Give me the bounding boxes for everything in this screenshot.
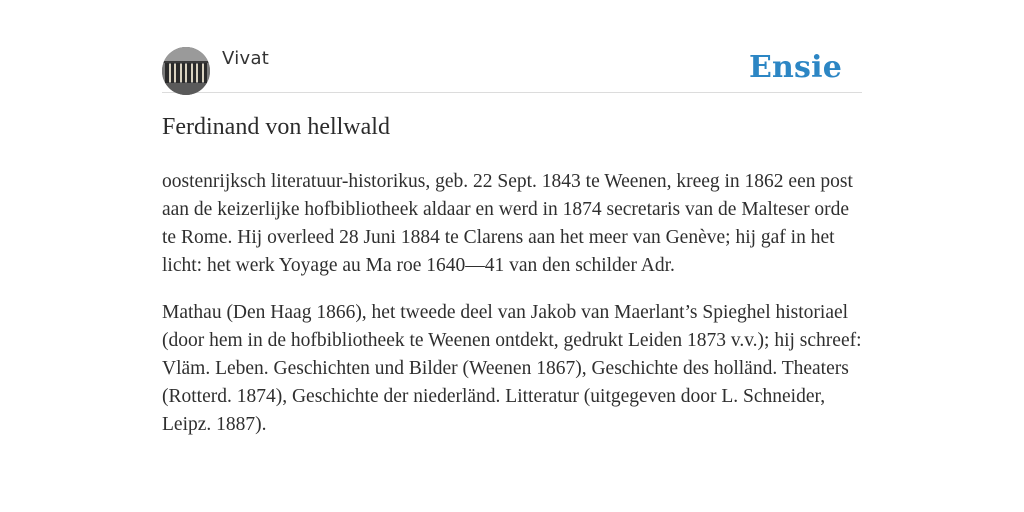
bookshelf-avatar-icon[interactable] (162, 47, 210, 95)
source-name[interactable]: Vivat (222, 48, 270, 69)
article-paragraph: oostenrijksch literatuur-historikus, geb. 22 Sept. 1843 te Weenen, kreeg in 1862 een post aan de keizerlijke hofbibliotheek aldaar en werd in 1874 secretaris van de Malteser orde te Rome. Hij overleed 28 Juni 1884 te Clarens aan het meer van Genève; hij gaf in het licht: het werk Yoyage au Ma roe 1640—41 van den schilder Adr. (162, 171, 853, 276)
page-header (162, 46, 862, 93)
article-body (162, 168, 864, 458)
article-paragraph: Mathau (Den Haag 1866), het tweede deel van Jakob van Maerlant’s Spieghel historiael (door hem in de hofbibliotheek te Weenen ontdekt, gedrukt Leiden 1873 v.v.); hij schreef: Vläm. Leben. Geschichten und Bilder (Weenen 1867), Geschichte des holländ. Theaters (Rotterd. 1874), Geschichte der niederländ. Litteratur (uitgegeven door L. Schneider, Leipz. 1887). (162, 302, 862, 435)
page-title: Ferdinand von hellwald (162, 114, 390, 140)
ensie-logo[interactable]: Ensie (748, 50, 842, 85)
